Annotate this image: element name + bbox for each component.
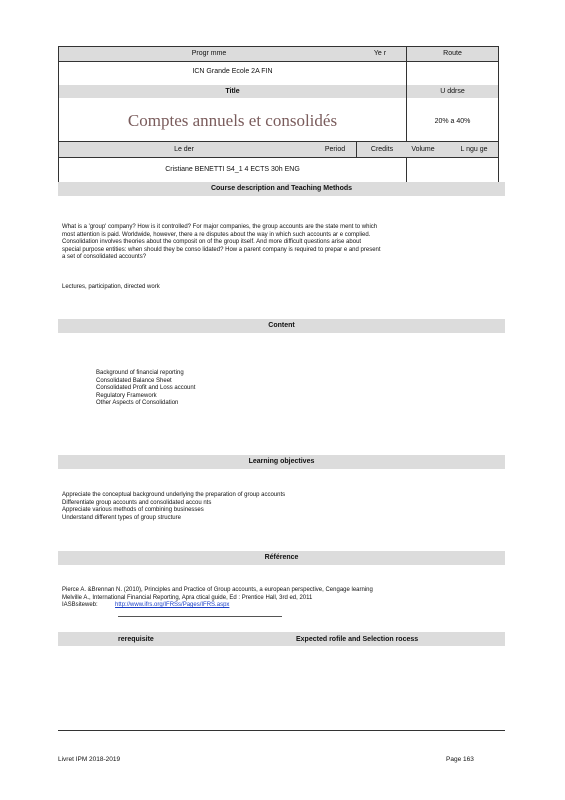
language-label: L ngu ge <box>460 146 488 153</box>
description-line: Consolidation involves theories about the composit on of the group itself. And more difficult questions arise about <box>62 239 362 246</box>
credits-label: Credits <box>370 146 394 153</box>
list-item: Consolidated Balance Sheet <box>96 377 172 384</box>
list-item: Background of financial reporting <box>96 370 184 376</box>
table-divider-route <box>406 46 407 182</box>
course-title: Comptes annuels et consolidés <box>127 111 338 130</box>
weight-label: U ddrse <box>440 88 465 95</box>
programme-value: ICN Grande Ecole 2A FIN <box>192 68 273 75</box>
list-item: Regulatory Framework <box>96 392 157 399</box>
row-separator <box>58 157 498 158</box>
list-item: Appreciate the conceptual background underlying the preparation of group accounts <box>62 492 286 498</box>
reference-website <box>62 602 502 610</box>
weight-value: 20% a 40% <box>434 118 471 125</box>
list-item: Other Aspects of Consolidation <box>96 400 179 407</box>
page-number: Page 163 <box>446 756 474 763</box>
website-link[interactable]: http://www.ifrs.org/IFRSs/Pages/IFRS.aspx <box>115 602 230 609</box>
year-label: Ye r <box>373 50 387 57</box>
bottom-rule <box>58 730 505 731</box>
list-item: Consolidated Profit and Loss account <box>96 385 196 392</box>
section-content-heading: Content <box>58 319 505 333</box>
programme-label: Progr mme <box>191 50 227 57</box>
list-item: Appreciate various methods of combining businesses <box>62 507 204 514</box>
expected-profile-heading: Expected rofile and Selection rocess <box>296 636 419 643</box>
title-label: Title <box>225 88 240 95</box>
section-objectives-heading: Learning objectives <box>58 455 505 469</box>
section-reference-heading: Référence <box>58 551 505 565</box>
list-item: Differentiate group accounts and consolidated accou nts <box>62 499 212 506</box>
description-line: special purpose entities: when should they be conso lidated? How a parent company is required to prepar e and present <box>62 246 381 253</box>
table-border-right <box>498 46 499 182</box>
description-line: What is a 'group' company? How is it controlled? For major companies, the group accounts are the state ment to which <box>62 224 378 230</box>
volume-label: Volume <box>411 146 435 153</box>
description-text <box>62 224 502 262</box>
content-list <box>96 370 396 408</box>
reference-line: Pierce A. &Brennan N. (2010), Principles and Practice of Group accounts, a european perspective, Cengage learning <box>62 587 373 593</box>
period-label: Period <box>324 146 346 153</box>
objectives-list <box>62 492 502 522</box>
prerequisite-heading: rerequisite <box>118 636 154 643</box>
leader-value: Cristiane BENETTI S4_1 4 ECTS 30h ENG <box>165 166 300 173</box>
link-underline-rule <box>118 616 282 617</box>
footer-left: Livret IPM 2018-2019 <box>58 756 121 763</box>
description-line: a set of consolidated accounts? <box>62 254 147 261</box>
website-label: IASBsiteweb: <box>62 602 98 609</box>
reference-text <box>62 587 502 610</box>
route-label: Route <box>443 50 462 57</box>
description-line: most attention is paid. Worldwide, however, there a re disputes about the way in which such accounts ar e complied. <box>62 231 371 238</box>
row-separator <box>58 61 498 62</box>
reference-line: Melville A., International Financial Reporting, Apra ctical guide, Ed : Prentice Hall, 3rd ed, 2011 <box>62 594 313 601</box>
list-item: Understand different types of group structure <box>62 514 181 521</box>
section-description-heading: Course description and Teaching Methods <box>58 182 505 196</box>
teaching-methods: Lectures, participation, directed work <box>62 284 160 290</box>
leader-label: Le der <box>174 146 194 153</box>
